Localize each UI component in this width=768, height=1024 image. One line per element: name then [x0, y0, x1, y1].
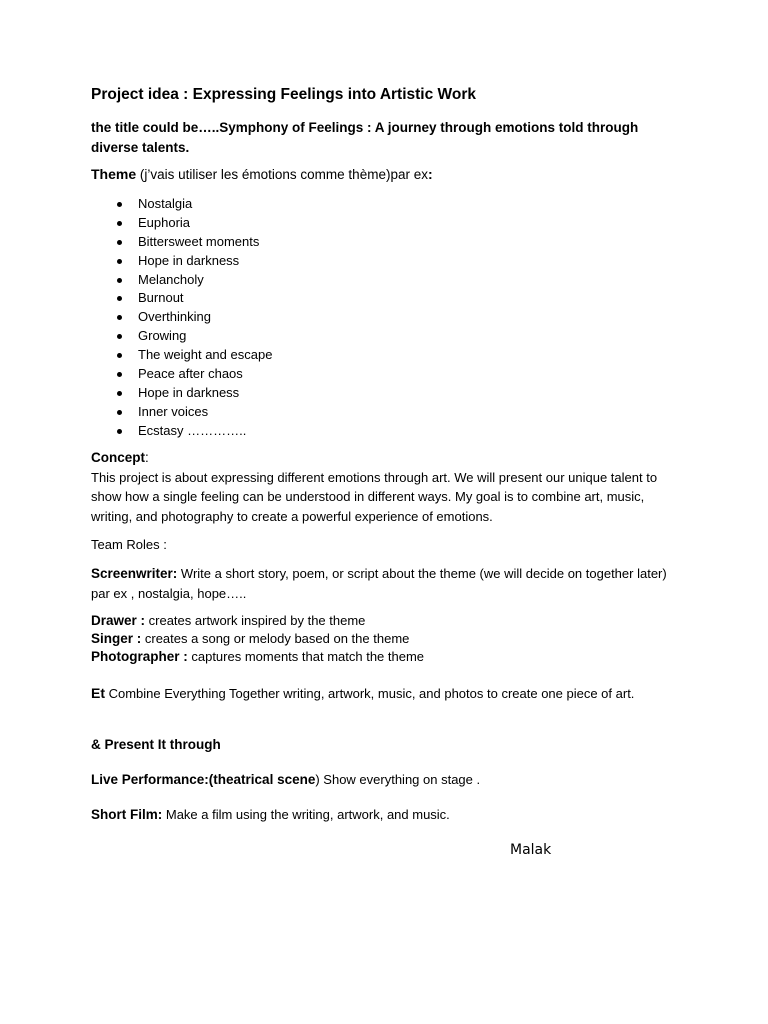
short-film-line	[91, 807, 450, 822]
drawer-label: Drawer :	[91, 613, 146, 628]
team-roles-heading: Team Roles :	[91, 537, 167, 552]
singer-role	[91, 631, 409, 646]
theme-list	[117, 195, 272, 441]
et-paragraph	[91, 684, 681, 704]
list-item: Euphoria	[117, 214, 272, 233]
concept-label: Concept	[91, 450, 145, 465]
author-signature: Malak	[510, 842, 552, 858]
present-heading: & Present It through	[91, 737, 221, 752]
et-label: Et	[91, 685, 105, 701]
live-performance-text: ) Show everything on stage .	[315, 772, 481, 787]
list-item: Overthinking	[117, 308, 272, 327]
concept-heading	[91, 450, 149, 465]
list-item: Growing	[117, 327, 272, 346]
list-item: Burnout	[117, 289, 272, 308]
concept-paragraph: This project is about expressing different emotions through art. We will present our unique talent to show how a single feeling can be understood in different ways. My goal is to combine art, music, writing, and photography to create a powerful experience of emotions.	[91, 470, 658, 524]
list-item: Ecstasy …………..	[117, 422, 272, 441]
drawer-role	[91, 613, 365, 628]
short-film-text: Make a film using the writing, artwork, and music.	[162, 807, 450, 822]
et-text: Combine Everything Together writing, artwork, music, and photos to create one piece of art.	[105, 686, 635, 701]
list-item: Hope in darkness	[117, 384, 272, 403]
document-subtitle: the title could be…..Symphony of Feelings : A journey through emotions told through diverse talents.	[91, 120, 639, 155]
list-item: The weight and escape	[117, 346, 272, 365]
list-item: Hope in darkness	[117, 252, 272, 271]
screenwriter-label: Screenwriter:	[91, 566, 178, 581]
photographer-text: captures moments that match the theme	[187, 649, 425, 664]
concept-colon: :	[145, 450, 149, 465]
photographer-label: Photographer :	[91, 649, 188, 664]
live-performance-label: Live Performance:(theatrical scene	[91, 772, 316, 787]
live-performance-line	[91, 772, 480, 787]
screenwriter-text: Write a short story, poem, or script about the theme (we will decide on together later) par ex , nostalgia, hope…..	[91, 566, 667, 601]
document-title: Project idea : Expressing Feelings into Artistic Work	[91, 86, 477, 103]
theme-text: (j’vais utiliser les émotions comme thème)par ex	[136, 167, 428, 182]
list-item: Melancholy	[117, 271, 272, 290]
theme-line	[91, 166, 433, 182]
screenwriter-role	[91, 564, 671, 603]
photographer-role	[91, 649, 424, 664]
singer-text: creates a song or melody based on the theme	[141, 631, 410, 646]
list-item: Bittersweet moments	[117, 233, 272, 252]
singer-label: Singer :	[91, 631, 142, 646]
theme-colon: :	[427, 166, 433, 182]
list-item: Peace after chaos	[117, 365, 272, 384]
theme-label: Theme	[91, 166, 137, 182]
list-item: Inner voices	[117, 403, 272, 422]
short-film-label: Short Film:	[91, 807, 163, 822]
list-item: Nostalgia	[117, 195, 272, 214]
drawer-text: creates artwork inspired by the theme	[145, 613, 366, 628]
